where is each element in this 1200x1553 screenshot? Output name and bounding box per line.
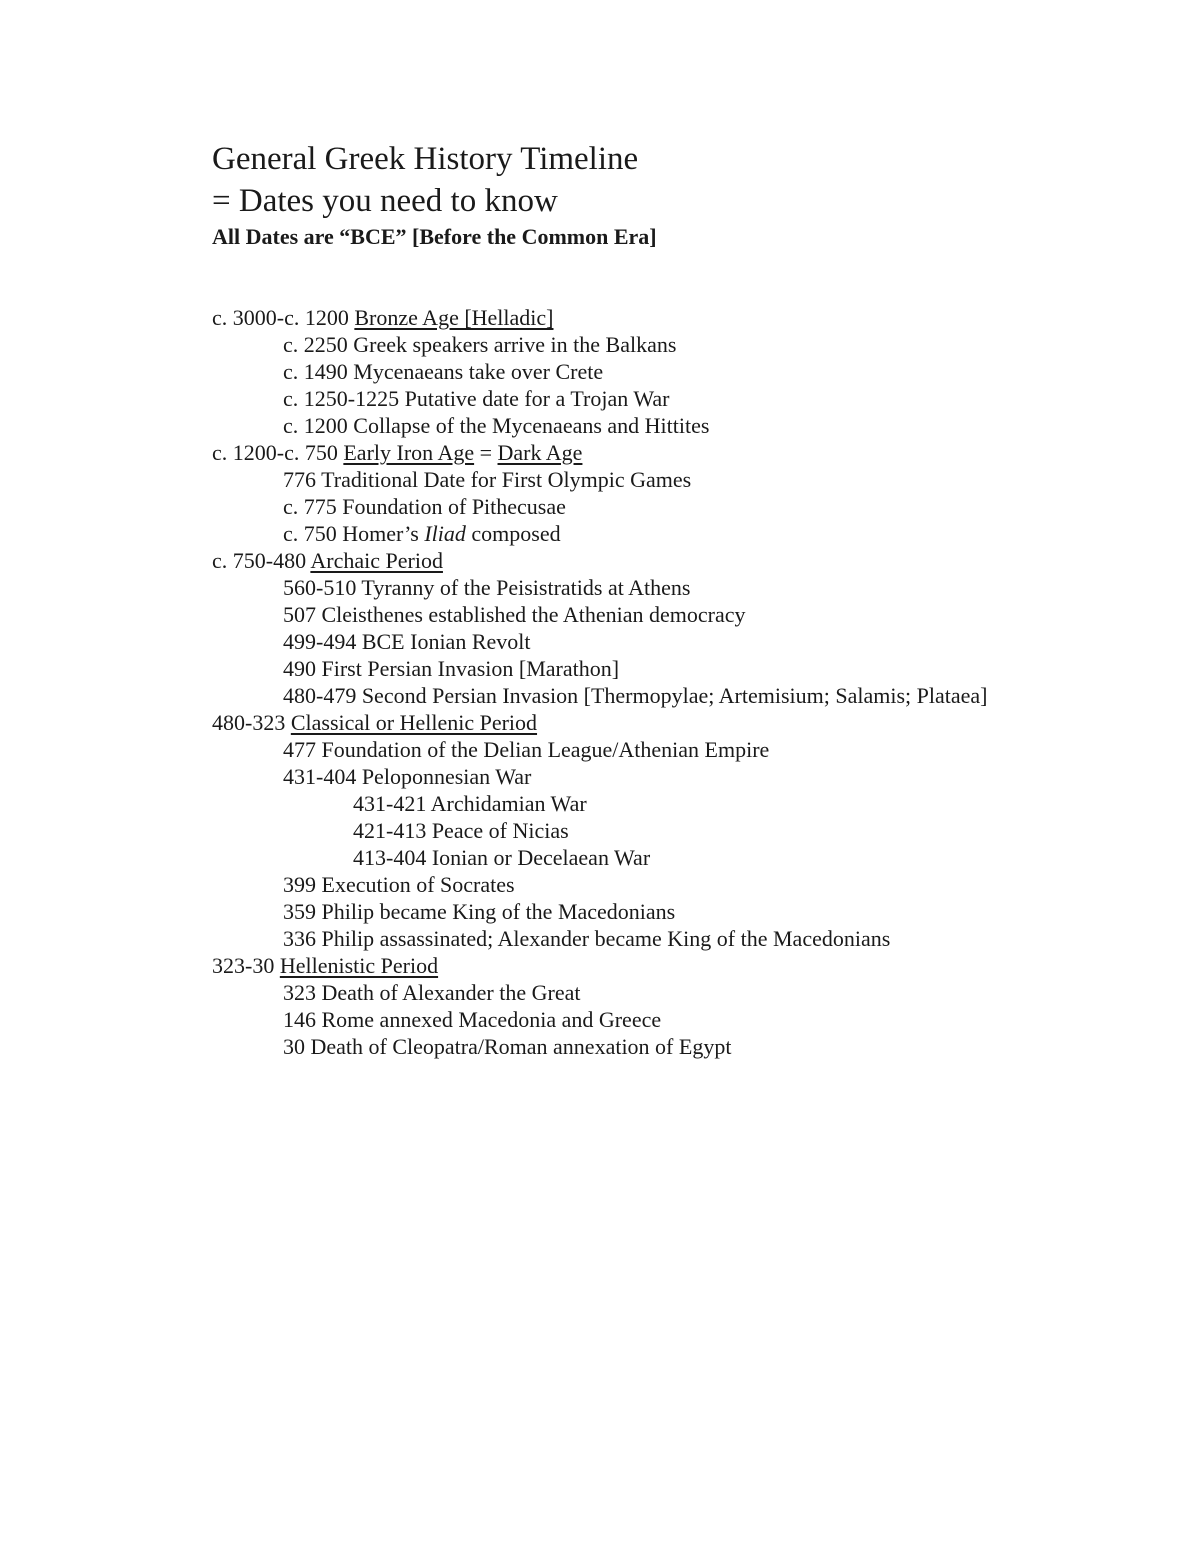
event-text: c. 750 Homer’s [283,521,425,546]
period-heading-classical [212,709,1132,736]
period-dates: c. 1200-c. 750 [212,440,344,465]
work-title: Iliad [424,521,466,546]
dates-note: All Dates are “BCE” [Before the Common Era] [212,224,657,249]
period-name: Hellenistic Period [279,953,439,978]
timeline-event: c. 1200 Collapse of the Mycenaeans and Hittites [283,413,710,438]
timeline-sub-event: 421-413 Peace of Nicias [353,818,569,843]
period-name: Bronze Age [Helladic] [354,305,554,330]
timeline-list [212,304,1132,1060]
timeline-event: 359 Philip became King of the Macedonians [283,899,676,924]
period-heading-archaic [212,547,1132,574]
timeline-event: 480-479 Second Persian Invasion [Thermopylae; Artemisium; Salamis; Plataea] [283,683,988,708]
timeline-event [212,520,1132,547]
timeline-event: c. 775 Foundation of Pithecusae [283,494,566,519]
event-text: composed [465,521,561,546]
timeline-event: 776 Traditional Date for First Olympic Games [283,467,692,492]
period-heading-bronze-age [212,304,1132,331]
page-subtitle: = Dates you need to know [212,183,558,219]
timeline-event: 399 Execution of Socrates [283,872,515,897]
timeline-event: 477 Foundation of the Delian League/Athenian Empire [283,737,770,762]
timeline-event: 499-494 BCE Ionian Revolt [283,629,531,654]
timeline-event: c. 1490 Mycenaeans take over Crete [283,359,604,384]
page-title: General Greek History Timeline [212,141,639,177]
period-alt-name: Dark Age [497,440,583,465]
period-separator: = [474,440,498,465]
timeline-sub-event: 431-421 Archidamian War [353,791,587,816]
timeline-event: c. 1250-1225 Putative date for a Trojan War [283,386,670,411]
period-name: Classical or Hellenic Period [290,710,538,735]
period-dates: 480-323 [212,710,291,735]
timeline-sub-event: 413-404 Ionian or Decelaean War [353,845,651,870]
timeline-event: 560-510 Tyranny of the Peisistratids at Athens [283,575,691,600]
timeline-event: 146 Rome annexed Macedonia and Greece [283,1007,662,1032]
document-page [212,138,1132,1060]
period-name: Archaic Period [310,548,443,573]
timeline-event: 490 First Persian Invasion [Marathon] [283,656,620,681]
timeline-event: 507 Cleisthenes established the Athenian democracy [283,602,746,627]
timeline-event: 336 Philip assassinated; Alexander became King of the Macedonians [283,926,891,951]
timeline-event: 323 Death of Alexander the Great [283,980,581,1005]
period-dates: c. 750-480 [212,548,311,573]
timeline-event: 431-404 Peloponnesian War [283,764,532,789]
period-heading-hellenistic [212,952,1132,979]
timeline-event: 30 Death of Cleopatra/Roman annexation of Egypt [283,1034,732,1059]
period-dates: 323-30 [212,953,280,978]
period-name: Early Iron Age [343,440,475,465]
timeline-event: c. 2250 Greek speakers arrive in the Balkans [283,332,677,357]
period-heading-early-iron-age [212,439,1132,466]
period-dates: c. 3000-c. 1200 [212,305,355,330]
